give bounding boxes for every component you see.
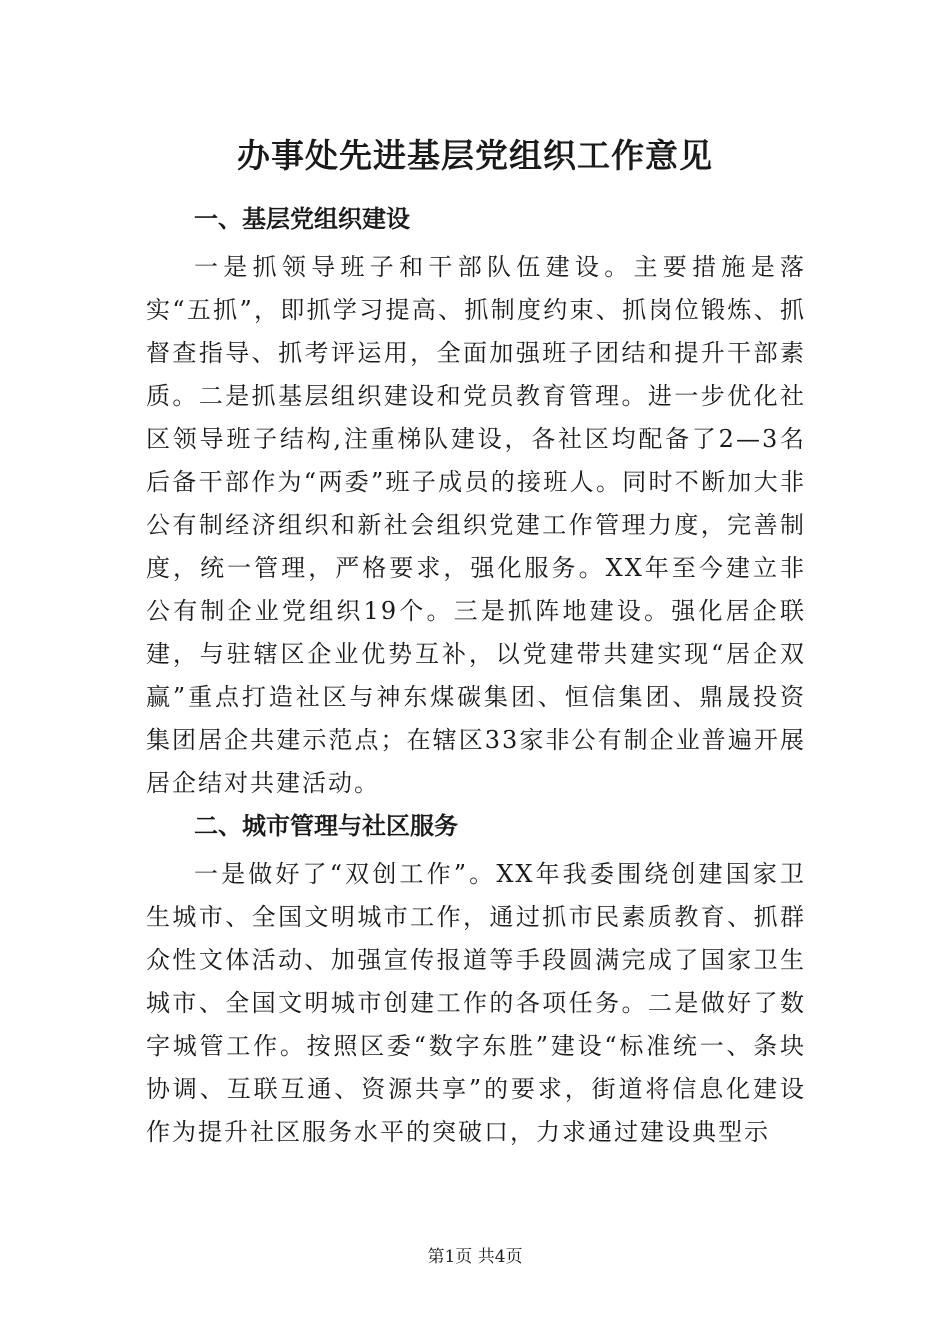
document-body — [146, 200, 806, 1154]
section-heading: 一、基层党组织建设 — [194, 205, 410, 233]
section-heading: 二、城市管理与社区服务 — [194, 812, 458, 840]
section-city-management — [146, 807, 806, 1154]
section-party-organization — [146, 200, 806, 805]
document-title: 办事处先进基层党组织工作意见 — [237, 136, 713, 175]
section-paragraph: 一是抓领导班子和干部队伍建设。主要措施是落实“五抓”，即抓学习提高、抓制度约束、抓岗位锻炼、抓督查指导、抓考评运用，全面加强班子团结和提升干部素质。二是抓基层组织建设和党员教育管理。进一步优化社区领导班子结构,注重梯队建设，各社区均配备了2—3名后备干部作为“两委”班子成员的接班人。同时不断加大非公有制经济组织和新社会组织党建工作管理力度，完善制度，统一管理，严格要求，强化服务。XX年至今建立非公有制企业党组织19个。三是抓阵地建设。强化居企联建，与驻辖区企业优势互补，以党建带共建实现“居企双赢”重点打造社区与神东煤碳集团、恒信集团、鼎晟投资集团居企共建示范点；在辖区33家非公有制企业普遍开展居企结对共建活动。 — [146, 253, 806, 797]
section-paragraph: 一是做好了“双创工作”。XX年我委围绕创建国家卫生城市、全国文明城市工作，通过抓市民素质教育、抓群众性文体活动、加强宣传报道等手段圆满完成了国家卫生城市、全国文明城市创建工作的各项任务。二是做好了数字城管工作。按照区委“数字东胜”建设“标准统一、条块协调、互联互通、资源共享”的要求，街道将信息化建设作为提升社区服务水平的突破口，力求通过建设典型示 — [146, 860, 806, 1146]
page-footer: 第1页 共4页 — [427, 1247, 523, 1267]
